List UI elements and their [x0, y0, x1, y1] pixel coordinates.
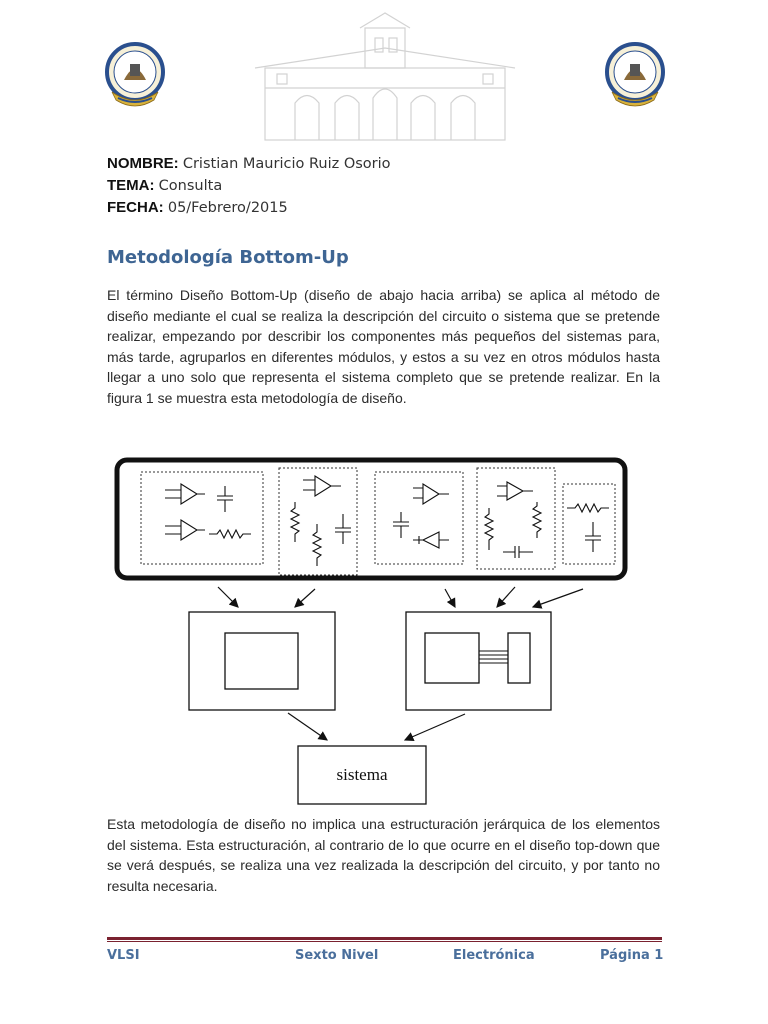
- fecha-label: FECHA:: [107, 199, 164, 216]
- section-heading: Metodología Bottom-Up: [107, 247, 349, 268]
- components-container: [117, 460, 625, 578]
- nombre-label: NOMBRE:: [107, 155, 179, 172]
- paragraph-intro: El término Diseño Bottom-Up (diseño de abajo hacia arriba) se aplica al método de diseño mediante el cual se realiza la descripción del circuito o sistema que se pretende realizar, empezando por describir los componentes más pequeños del sistemas para, más tarde, agruparlos en diferentes módulos, y estos a su vez en otros módulos hasta llegar a uno solo que representa el sistema completo que se pretende realizar. En la figura 1 se muestra esta metodología de diseño.: [107, 287, 660, 406]
- arrow-7: [405, 714, 465, 740]
- footer-course: VLSI: [107, 948, 140, 963]
- arrow-6: [288, 713, 327, 740]
- tema-row: [107, 175, 391, 197]
- tema-label: TEMA:: [107, 177, 155, 194]
- component-group-2: [279, 468, 357, 575]
- nombre-value: Cristian Mauricio Ruiz Osorio: [182, 156, 391, 172]
- arrow-5: [533, 589, 583, 607]
- document-meta: [107, 153, 391, 219]
- footer-page-number: Página 1: [600, 948, 664, 963]
- arrow-1: [218, 587, 238, 607]
- paragraph-structure: Esta metodología de diseño no implica una estructuración jerárquica de los elementos del sistema. Esta estructuración, al contrario de lo que ocurre en el diseño top-down que se verá después, se realiza una vez realizada la descripción del circuito, y por tanto no resulta necesaria.: [107, 816, 660, 894]
- fecha-value: 05/Febrero/2015: [167, 200, 288, 216]
- fecha-row: [107, 197, 391, 219]
- module-1-inner: [225, 633, 298, 689]
- footer-level: Sexto Nivel: [295, 948, 379, 963]
- module-1: [189, 612, 335, 710]
- component-group-1: [141, 472, 263, 564]
- arrow-2: [295, 589, 315, 607]
- footer-rule-thick: [107, 937, 662, 940]
- component-group-3: [375, 472, 463, 564]
- nombre-row: [107, 153, 391, 175]
- footer-subject: Electrónica: [453, 948, 535, 963]
- bottom-up-diagram: [105, 452, 635, 808]
- arrow-3: [445, 589, 455, 607]
- university-seal-right: [604, 40, 666, 110]
- arrow-4: [497, 587, 515, 607]
- building-watermark: [225, 8, 545, 143]
- university-seal-left: [104, 40, 166, 110]
- module-2-inner-a: [425, 633, 479, 683]
- system-label: sistema: [336, 765, 388, 784]
- module-2-inner-b: [508, 633, 530, 683]
- component-group-5: [563, 484, 615, 564]
- tema-value: Consulta: [158, 178, 223, 194]
- footer-rule-thin: [107, 941, 662, 942]
